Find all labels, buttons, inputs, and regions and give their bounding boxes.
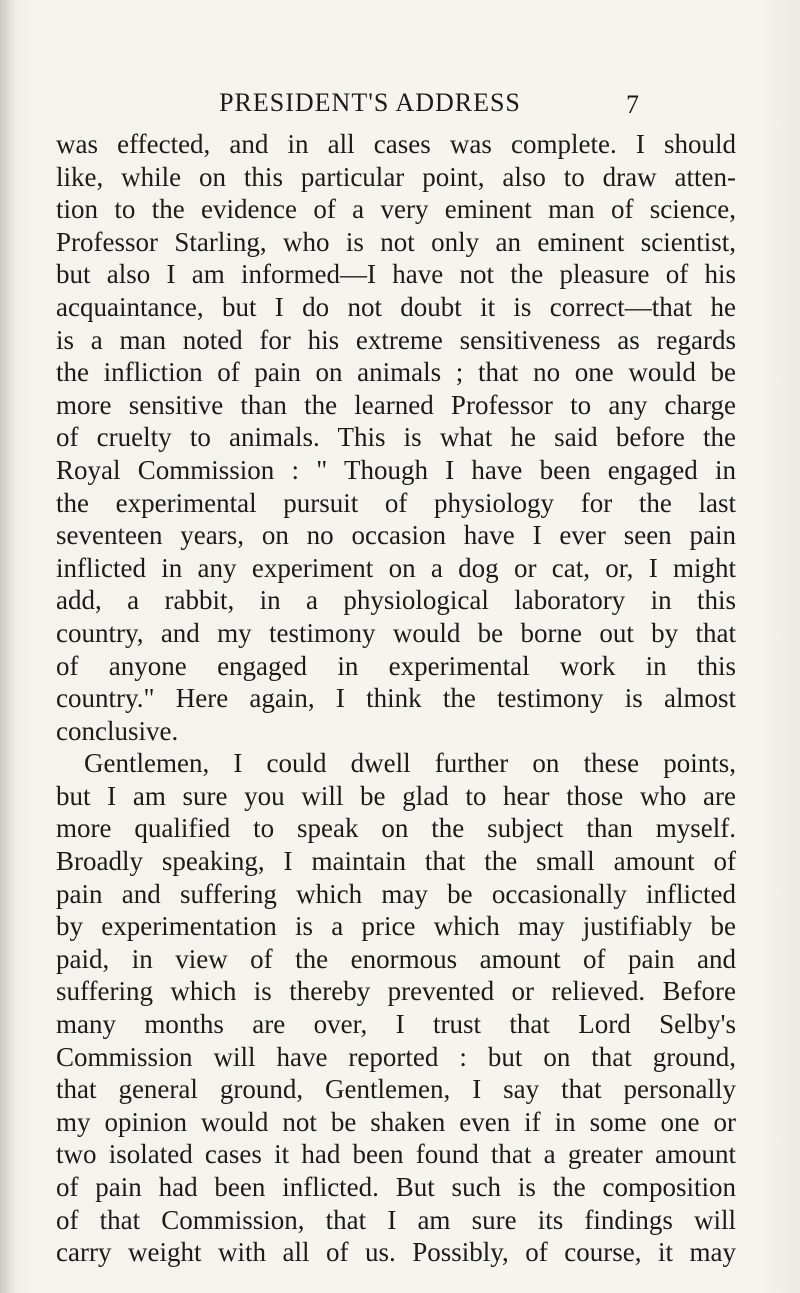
paragraph: [56, 747, 736, 1269]
text-line: Royal Commission : " Though I have been engaged in: [56, 454, 736, 485]
text-line: seventeen years, on no occasion have I ever seen pain: [56, 520, 736, 551]
text-line: country." Here again, I think the testimony is almost: [56, 683, 736, 714]
binding-gutter-shadow: [0, 0, 16, 1293]
text-line: but I am sure you will be glad to hear those who are: [56, 780, 736, 811]
page-number: 7: [626, 90, 639, 119]
text-line: suffering which is thereby prevented or relieved. Before: [56, 976, 736, 1007]
text-line: carry weight with all of us. Possibly, of course, it may: [56, 1237, 736, 1268]
text-line: acquaintance, but I do not doubt it is correct—that he: [56, 291, 736, 322]
text-line: of that Commission, that I am sure its findings will: [56, 1204, 736, 1235]
text-line: Gentlemen, I could dwell further on these points,: [84, 748, 736, 779]
text-line: like, while on this particular point, also to draw atten-: [56, 161, 736, 192]
text-line: by experimentation is a price which may justifiably be: [56, 911, 736, 942]
text-line: my opinion would not be shaken even if in some one or: [56, 1106, 736, 1137]
text-line: the experimental pursuit of physiology for the last: [56, 487, 736, 518]
paragraph: [56, 128, 736, 747]
text-line: add, a rabbit, in a physiological laboratory in this: [56, 585, 736, 616]
body-text: [56, 128, 736, 1269]
text-line: more sensitive than the learned Professor to any charge: [56, 389, 736, 420]
text-line: pain and suffering which may be occasionally inflicted: [56, 878, 736, 909]
text-line: of anyone engaged in experimental work in this: [56, 650, 736, 681]
text-line: that general ground, Gentlemen, I say that personally: [56, 1074, 736, 1105]
text-line: but also I am informed—I have not the pleasure of his: [56, 259, 736, 290]
text-line: tion to the evidence of a very eminent man of science,: [56, 194, 736, 225]
running-head: PRESIDENT'S ADDRESS: [219, 88, 521, 117]
text-line: conclusive.: [56, 715, 179, 746]
text-line: Professor Starling, who is not only an eminent scientist,: [56, 226, 736, 257]
text-line: Commission will have reported : but on that ground,: [56, 1041, 736, 1072]
text-line: of cruelty to animals. This is what he said before the: [56, 422, 736, 453]
text-line: inflicted in any experiment on a dog or cat, or, I might: [56, 552, 736, 583]
text-line: country, and my testimony would be borne out by that: [56, 617, 736, 648]
text-line: Broadly speaking, I maintain that the small amount of: [56, 846, 736, 877]
text-line: many months are over, I trust that Lord Selby's: [56, 1009, 736, 1040]
text-line: paid, in view of the enormous amount of pain and: [56, 943, 736, 974]
text-line: of pain had been inflicted. But such is the composition: [56, 1172, 736, 1202]
text-line: more qualified to speak on the subject than myself.: [56, 813, 736, 844]
text-line: the infliction of pain on animals ; that no one would be: [56, 357, 736, 388]
text-line: two isolated cases it had been found that a greater amount: [56, 1139, 736, 1170]
text-line: is a man noted for his extreme sensitiveness as regards: [56, 324, 736, 355]
text-line: was effected, and in all cases was complete. I should: [56, 129, 736, 159]
